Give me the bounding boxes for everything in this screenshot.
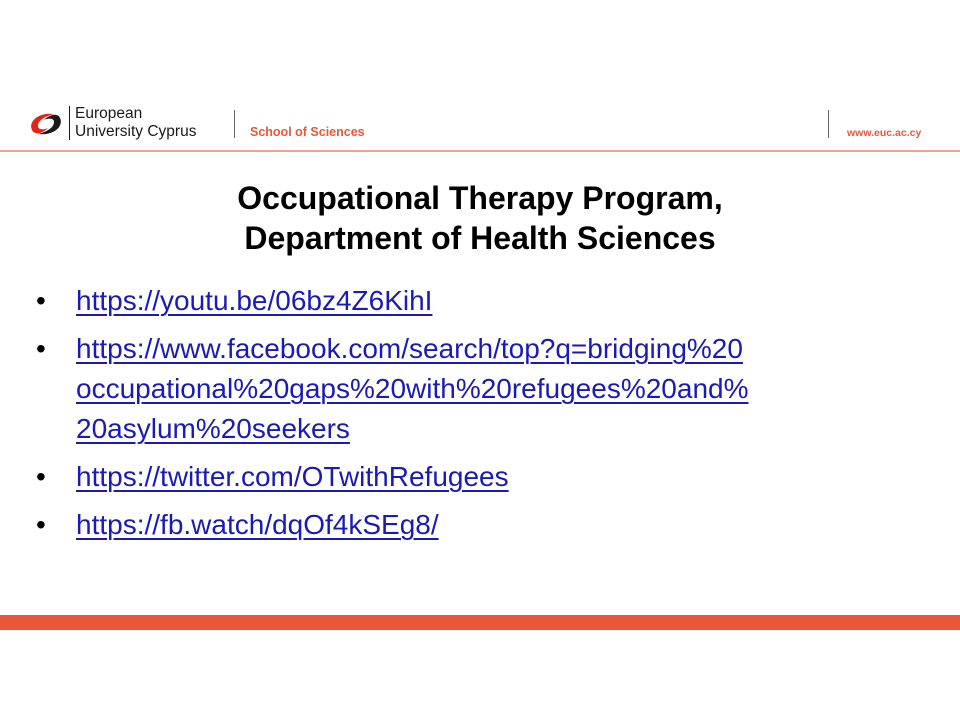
- hyperlink-text: 20asylum%20seekers: [76, 413, 350, 444]
- header-separator: [828, 110, 829, 138]
- footer-bar: [0, 615, 960, 630]
- euc-logo-icon: [26, 108, 66, 140]
- header-separator: [234, 110, 235, 138]
- hyperlink-text: occupational%20gaps%20with%20refugees%20and%: [76, 373, 749, 404]
- list-item: [36, 457, 926, 497]
- hyperlink[interactable]: [76, 281, 926, 321]
- bullet-icon: •: [36, 285, 46, 316]
- list-item: [36, 505, 926, 545]
- bullet-icon: •: [36, 461, 46, 492]
- link-list: [36, 281, 926, 553]
- list-item: [36, 281, 926, 321]
- hyperlink[interactable]: [76, 329, 926, 449]
- hyperlink[interactable]: [76, 457, 926, 497]
- website-url: www.euc.ac.cy: [847, 127, 922, 139]
- hyperlink-text: https://twitter.com/OTwithRefugees: [76, 461, 509, 492]
- university-name: [75, 105, 196, 141]
- slide-title: [0, 178, 960, 258]
- hyperlink[interactable]: [76, 505, 926, 545]
- slide-title-line1: Occupational Therapy Program,: [237, 180, 723, 216]
- university-name-line2: University Cyprus: [75, 123, 197, 140]
- slide-title-line2: Department of Health Sciences: [244, 220, 716, 256]
- hyperlink-text: https://youtu.be/06bz4Z6KihI: [76, 285, 433, 316]
- hyperlink-text: https://fb.watch/dqOf4kSEg8/: [76, 509, 439, 540]
- header-divider: [0, 150, 960, 152]
- list-item: [36, 329, 926, 449]
- bullet-icon: •: [36, 333, 46, 364]
- university-name-line1: European: [75, 105, 143, 122]
- school-label: School of Sciences: [250, 125, 365, 139]
- logo-divider: [69, 106, 70, 140]
- slide-header: [0, 0, 960, 152]
- bullet-icon: •: [36, 509, 46, 540]
- hyperlink-text: https://www.facebook.com/search/top?q=bridging%20: [76, 333, 743, 364]
